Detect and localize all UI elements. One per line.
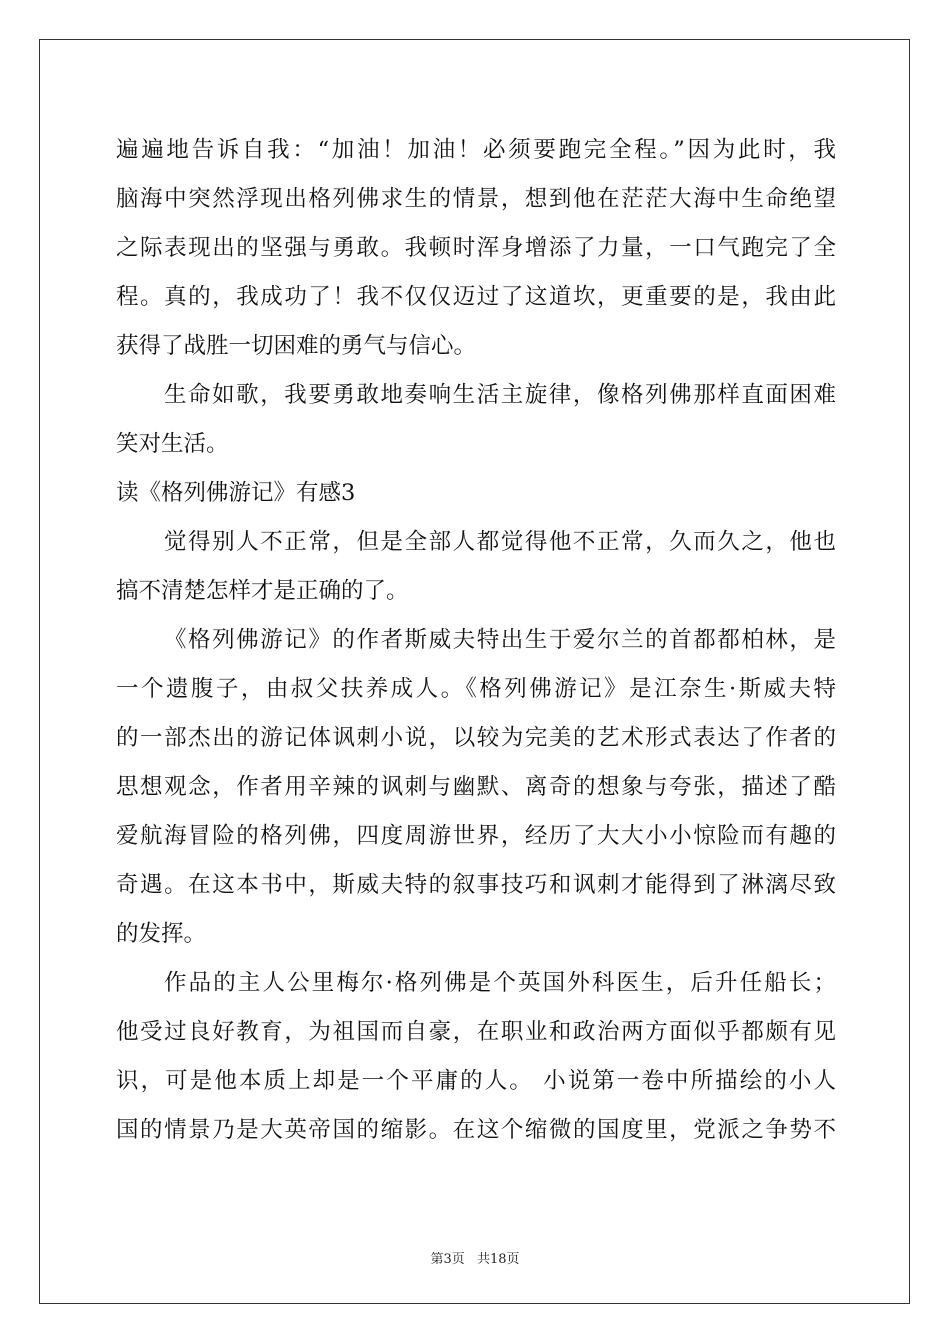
text-line: 搞不清楚怎样才是正确的了。 bbox=[116, 578, 409, 604]
text-line: 《格列佛游记》的作者斯威夫特出生于爱尔兰的首都都柏林，是 bbox=[164, 627, 836, 653]
text-line: 觉得别人不正常，但是全部人都觉得他不正常，久而久之，他也 bbox=[164, 529, 836, 555]
text-line: 程。真的，我成功了！我不仅仅迈过了这道坎，更重要的是，我由此 bbox=[116, 284, 836, 310]
text-line: 思想观念，作者用辛辣的讽刺与幽默、离奇的想象与夸张，描述了酷 bbox=[116, 774, 836, 800]
text-line: 生命如歌，我要勇敢地奏响生活主旋律，像格列佛那样直面困难 bbox=[164, 382, 836, 408]
text-line: 奇遇。在这本书中，斯威夫特的叙事技巧和讽刺才能得到了淋漓尽致 bbox=[116, 872, 836, 898]
text-line: 作品的主人公里梅尔·格列佛是个英国外科医生，后升任船长； bbox=[164, 970, 836, 996]
page-total: 共18页 bbox=[476, 1252, 520, 1267]
text-line: 的发挥。 bbox=[116, 921, 207, 947]
page-number: 第3页 bbox=[430, 1252, 465, 1267]
text-line: 他受过良好教育，为祖国而自豪，在职业和政治两方面似乎都颇有见 bbox=[116, 1019, 836, 1045]
text-line: 笑对生活。 bbox=[116, 431, 229, 457]
text-line: 之际表现出的坚强与勇敢。我顿时浑身增添了力量，一口气跑完了全 bbox=[116, 235, 836, 261]
text-line: 遍遍地告诉自我：“加油！加油！必须要跑完全程。”因为此时，我 bbox=[116, 137, 836, 163]
text-line: 一个遗腹子，由叔父扶养成人。《格列佛游记》是江奈生·斯威夫特 bbox=[116, 676, 836, 702]
text-line: 爱航海冒险的格列佛，四度周游世界，经历了大大小小惊险而有趣的 bbox=[116, 823, 836, 849]
text-line: 获得了战胜一切困难的勇气与信心。 bbox=[116, 333, 477, 359]
text-line: 识，可是他本质上却是一个平庸的人。 小说第一卷中所描绘的小人 bbox=[116, 1068, 836, 1094]
text-line: 国的情景乃是大英帝国的缩影。在这个缩微的国度里，党派之争势不 bbox=[116, 1117, 836, 1143]
text-line: 脑海中突然浮现出格列佛求生的情景，想到他在茫茫大海中生命绝望 bbox=[116, 186, 836, 212]
section-heading: 读《格列佛游记》有感3 bbox=[116, 480, 356, 506]
page-footer bbox=[0, 1248, 950, 1267]
document-body bbox=[116, 126, 836, 1155]
text-line: 的一部杰出的游记体讽刺小说，以较为完美的艺术形式表达了作者的 bbox=[116, 725, 836, 751]
